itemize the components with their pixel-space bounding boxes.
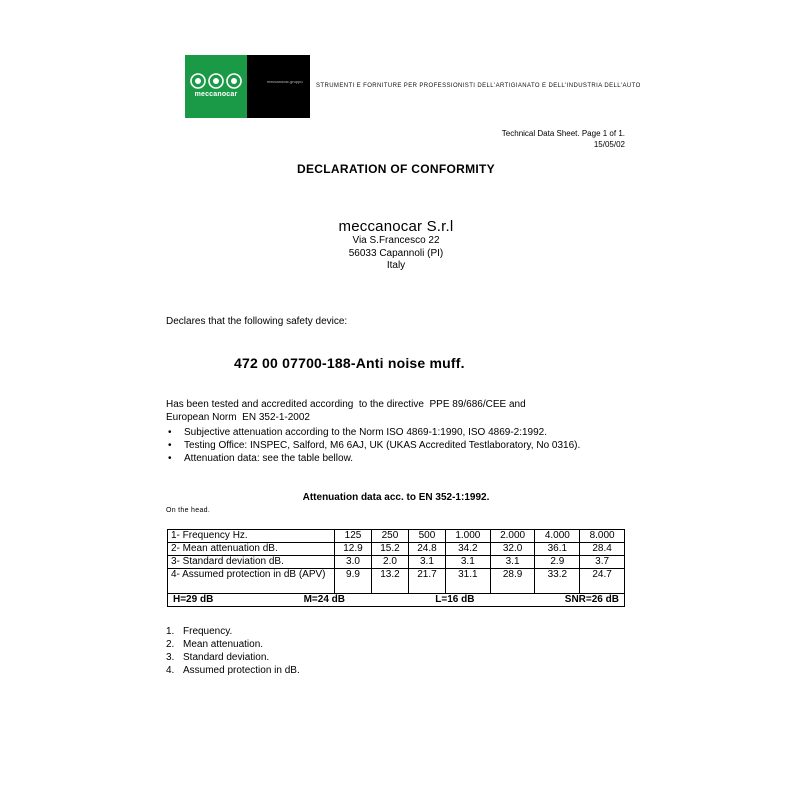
list-item: • Attenuation data: see the table bellow. <box>166 452 626 465</box>
summary-m: M=24 dB <box>303 594 345 605</box>
bullet-list <box>166 426 626 465</box>
table-row <box>168 569 625 594</box>
note-number: 4. <box>166 665 175 676</box>
declares-text: Declares that the following safety device: <box>166 316 348 327</box>
note-text: Mean attenuation. <box>183 639 264 650</box>
table-subtitle: On the head. <box>166 507 211 514</box>
table-cell: 21.7 <box>408 569 445 594</box>
note-number: 2. <box>166 639 175 650</box>
table-row <box>168 530 625 543</box>
table-cell: 8.000 <box>580 530 625 543</box>
product-name: 472 00 07700-188-Anti noise muff. <box>234 355 465 371</box>
company-block <box>0 218 792 273</box>
table-cell: 3.0 <box>335 556 372 569</box>
table-cell: 500 <box>408 530 445 543</box>
note-text: Standard deviation. <box>183 652 270 663</box>
header-tagline: STRUMENTI E FORNITURE PER PROFESSIONISTI DELL'ARTIGIANATO E DELL'INDUSTRIA DELL'AUTO <box>316 83 641 89</box>
attenuation-table <box>167 529 625 607</box>
note-text: Assumed protection in dB. <box>183 665 300 676</box>
company-name: meccanocar S.r.l <box>338 218 454 235</box>
logo-tagline: meccanocar-gruppo <box>267 79 303 84</box>
tested-paragraph <box>166 398 626 424</box>
row-label: 4- Assumed protection in dB (APV) <box>168 569 335 594</box>
logo-black-panel <box>247 55 310 118</box>
row-label: 3- Standard deviation dB. <box>168 556 335 569</box>
table-cell: 28.9 <box>490 569 535 594</box>
note-number: 1. <box>166 626 175 637</box>
company-country: Italy <box>386 260 406 271</box>
table-cell: 31.1 <box>445 569 490 594</box>
logo-wordmark: meccanocar <box>194 91 238 98</box>
table-cell: 1.000 <box>445 530 490 543</box>
note-text: Frequency. <box>183 626 233 637</box>
table-cell: 2.000 <box>490 530 535 543</box>
table-cell: 33.2 <box>535 569 580 594</box>
table-cell: 3.7 <box>580 556 625 569</box>
summary-l: L=16 dB <box>435 594 475 605</box>
page-title: DECLARATION OF CONFORMITY <box>297 162 495 176</box>
table-cell: 12.9 <box>335 543 372 556</box>
table-cell: 32.0 <box>490 543 535 556</box>
list-item <box>166 664 300 677</box>
company-street: Via S.Francesco 22 <box>352 235 440 246</box>
table-cell: 2.0 <box>371 556 408 569</box>
summary-cell <box>168 594 625 607</box>
notes-list <box>166 625 300 677</box>
row-label: 2- Mean attenuation dB. <box>168 543 335 556</box>
summary-h: H=29 dB <box>173 594 214 605</box>
table-cell: 24.7 <box>580 569 625 594</box>
list-item <box>166 638 300 651</box>
sheet-date: 15/05/02 <box>593 140 625 149</box>
table-cell: 3.1 <box>490 556 535 569</box>
table-cell: 13.2 <box>371 569 408 594</box>
summary-row <box>168 594 625 607</box>
table-cell: 34.2 <box>445 543 490 556</box>
row-label: 1- Frequency Hz. <box>168 530 335 543</box>
table-cell: 15.2 <box>371 543 408 556</box>
list-item: • Testing Office: INSPEC, Salford, M6 6AJ, UK (UKAS Accredited Testlaboratory, No 0316). <box>166 439 626 452</box>
list-item <box>166 651 300 664</box>
table-cell: 4.000 <box>535 530 580 543</box>
tested-line-2: European Norm EN 352-1-2002 <box>166 412 310 423</box>
list-item <box>166 625 300 638</box>
company-city: 56033 Capannoli (PI) <box>348 247 444 259</box>
table-cell: 250 <box>371 530 408 543</box>
table-cell: 36.1 <box>535 543 580 556</box>
table-cell: 2.9 <box>535 556 580 569</box>
table-cell: 125 <box>335 530 372 543</box>
summary-snr: SNR=26 dB <box>564 594 619 605</box>
sheet-info: Technical Data Sheet. Page 1 of 1. <box>501 129 625 138</box>
tested-line-1: Has been tested and accredited according to the directive PPE 89/686/CEE and <box>166 399 526 410</box>
logo-circles-icon <box>190 73 242 89</box>
table-cell: 3.1 <box>445 556 490 569</box>
table-cell: 9.9 <box>335 569 372 594</box>
list-item: • Subjective attenuation according to the Norm ISO 4869-1:1990, ISO 4869-2:1992. <box>166 426 626 439</box>
table-title: Attenuation data acc. to EN 352-1:1992. <box>302 492 490 503</box>
table-cell: 3.1 <box>408 556 445 569</box>
table-cell: 24.8 <box>408 543 445 556</box>
table-cell: 28.4 <box>580 543 625 556</box>
table-row <box>168 543 625 556</box>
table-row <box>168 556 625 569</box>
note-number: 3. <box>166 652 175 663</box>
